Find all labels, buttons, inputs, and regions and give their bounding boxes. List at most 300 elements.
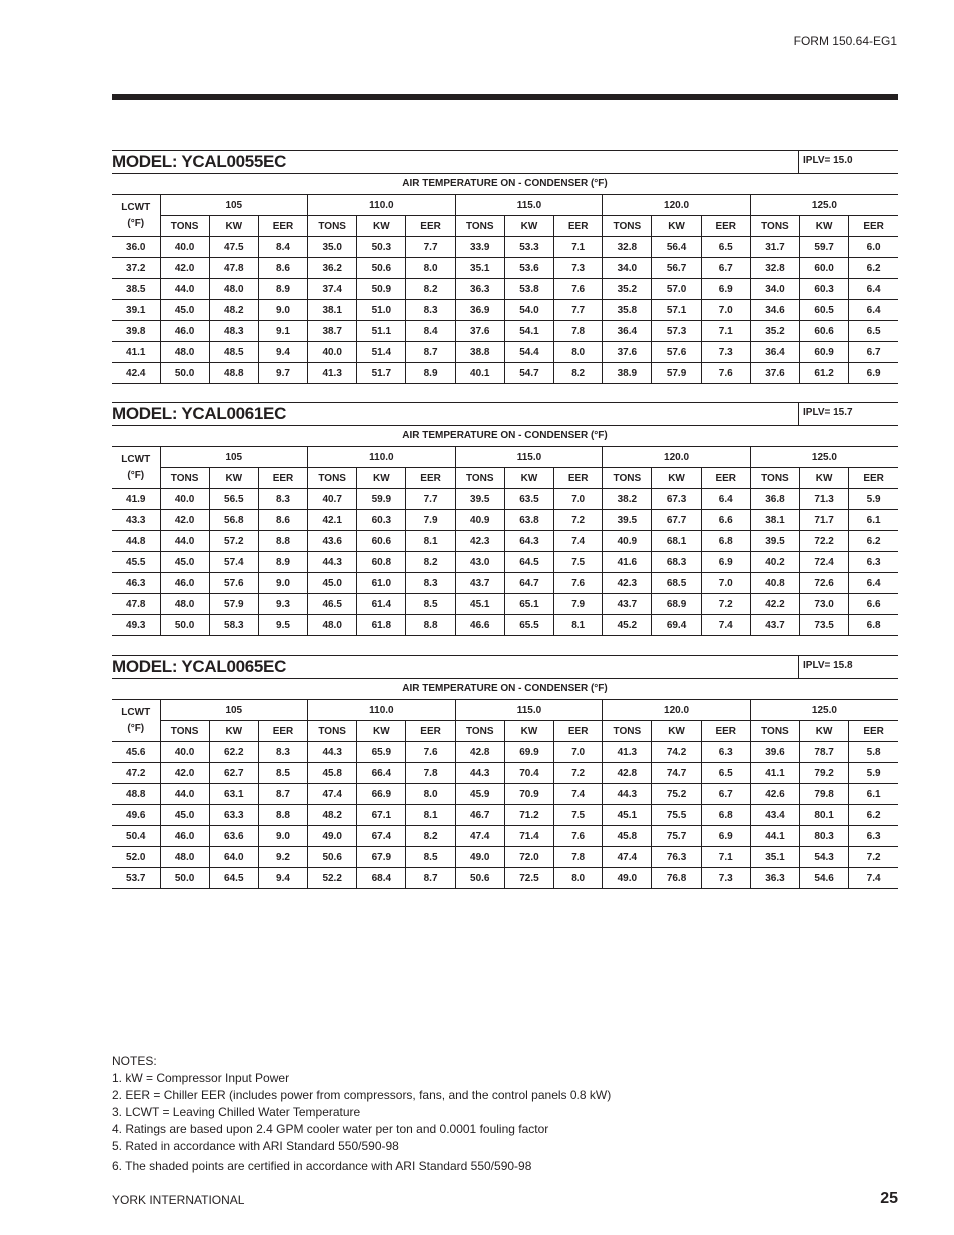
table-cell: 38.9 <box>603 363 652 384</box>
table-cell: 8.1 <box>554 615 603 636</box>
table-cell: 64.5 <box>504 552 553 573</box>
model-header <box>112 402 898 426</box>
table-cell: 6.9 <box>701 826 750 847</box>
table-cell: 46.3 <box>112 573 160 594</box>
table-cell: 72.4 <box>800 552 849 573</box>
table-cell: 71.4 <box>504 826 553 847</box>
table-cell: 43.7 <box>603 594 652 615</box>
table-row <box>112 489 898 510</box>
table-cell: 60.6 <box>357 531 406 552</box>
footer-company: YORK INTERNATIONAL <box>112 1193 245 1207</box>
lcwt-unit: (°F) <box>127 722 145 734</box>
table-cell: 65.1 <box>504 594 553 615</box>
table-row <box>112 763 898 784</box>
column-header: TONS <box>750 468 799 489</box>
table-cell: 60.9 <box>800 342 849 363</box>
column-header: KW <box>209 216 258 237</box>
table-cell: 40.9 <box>603 531 652 552</box>
table-cell: 35.0 <box>308 237 357 258</box>
table-cell: 43.3 <box>112 510 160 531</box>
air-temp-header: 120.0 <box>603 447 751 468</box>
table-cell: 6.9 <box>701 552 750 573</box>
table-cell: 64.0 <box>209 847 258 868</box>
performance-table <box>112 447 898 636</box>
table-cell: 60.6 <box>800 321 849 342</box>
table-cell: 6.1 <box>849 510 898 531</box>
table-cell: 6.9 <box>701 279 750 300</box>
table-cell: 7.2 <box>554 763 603 784</box>
table-cell: 48.3 <box>209 321 258 342</box>
table-cell: 45.0 <box>160 805 209 826</box>
table-row <box>112 826 898 847</box>
column-header: KW <box>800 216 849 237</box>
table-cell: 47.8 <box>209 258 258 279</box>
table-cell: 6.2 <box>849 258 898 279</box>
table-cell: 8.0 <box>406 258 455 279</box>
table-cell: 69.9 <box>504 742 553 763</box>
table-cell: 36.4 <box>603 321 652 342</box>
table-row <box>112 742 898 763</box>
table-cell: 36.3 <box>455 279 504 300</box>
table-cell: 36.4 <box>750 342 799 363</box>
table-cell: 60.5 <box>800 300 849 321</box>
column-header: EER <box>849 721 898 742</box>
column-header: KW <box>800 468 849 489</box>
table-row <box>112 552 898 573</box>
table-cell: 68.9 <box>652 594 701 615</box>
table-cell: 50.3 <box>357 237 406 258</box>
table-cell: 6.3 <box>849 552 898 573</box>
table-cell: 39.1 <box>112 300 160 321</box>
table-cell: 38.1 <box>308 300 357 321</box>
table-cell: 57.1 <box>652 300 701 321</box>
table-cell: 7.9 <box>554 594 603 615</box>
table-cell: 8.4 <box>406 321 455 342</box>
table-cell: 57.9 <box>209 594 258 615</box>
table-cell: 31.7 <box>750 237 799 258</box>
table-cell: 7.4 <box>554 531 603 552</box>
table-cell: 5.9 <box>849 763 898 784</box>
table-cell: 9.0 <box>258 300 307 321</box>
table-cell: 7.0 <box>554 742 603 763</box>
temperature-header-row <box>112 700 898 721</box>
table-cell: 8.4 <box>258 237 307 258</box>
table-cell: 48.8 <box>209 363 258 384</box>
table-cell: 8.3 <box>406 573 455 594</box>
column-header: EER <box>258 216 307 237</box>
temperature-header-row <box>112 195 898 216</box>
table-cell: 56.7 <box>652 258 701 279</box>
table-cell: 8.1 <box>406 531 455 552</box>
table-cell: 8.7 <box>258 784 307 805</box>
table-cell: 42.3 <box>455 531 504 552</box>
column-header: TONS <box>455 216 504 237</box>
air-temp-header: 115.0 <box>455 195 603 216</box>
table-cell: 35.2 <box>750 321 799 342</box>
table-cell: 47.4 <box>455 826 504 847</box>
table-cell: 46.0 <box>160 321 209 342</box>
table-cell: 8.2 <box>406 279 455 300</box>
table-cell: 59.9 <box>357 489 406 510</box>
table-row <box>112 594 898 615</box>
table-cell: 67.4 <box>357 826 406 847</box>
note-item: 4. Ratings are based upon 2.4 GPM cooler water per ton and 0.0001 fouling factor <box>112 1122 549 1136</box>
note-item: 3. LCWT = Leaving Chilled Water Temperature <box>112 1105 361 1119</box>
table-cell: 8.6 <box>258 258 307 279</box>
model-header <box>112 150 898 174</box>
table-cell: 61.4 <box>357 594 406 615</box>
air-temp-header: 125.0 <box>750 447 898 468</box>
column-header: KW <box>652 216 701 237</box>
table-cell: 8.6 <box>258 510 307 531</box>
table-cell: 47.4 <box>603 847 652 868</box>
table-cell: 6.1 <box>849 784 898 805</box>
table-cell: 8.5 <box>406 847 455 868</box>
table-row <box>112 615 898 636</box>
table-cell: 54.6 <box>800 868 849 889</box>
table-cell: 71.7 <box>800 510 849 531</box>
table-cell: 43.7 <box>750 615 799 636</box>
column-header: TONS <box>455 721 504 742</box>
table-cell: 42.6 <box>750 784 799 805</box>
form-number: FORM 150.64-EG1 <box>793 34 897 48</box>
table-cell: 63.1 <box>209 784 258 805</box>
table-cell: 64.3 <box>504 531 553 552</box>
table-cell: 54.4 <box>504 342 553 363</box>
lcwt-unit: (°F) <box>127 469 145 481</box>
table-cell: 7.4 <box>849 868 898 889</box>
column-header: KW <box>504 721 553 742</box>
column-header: TONS <box>603 216 652 237</box>
table-cell: 40.9 <box>455 510 504 531</box>
table-cell: 9.3 <box>258 594 307 615</box>
column-header: KW <box>357 216 406 237</box>
table-cell: 37.6 <box>455 321 504 342</box>
table-cell: 40.0 <box>160 237 209 258</box>
table-cell: 39.5 <box>750 531 799 552</box>
table-cell: 8.0 <box>554 868 603 889</box>
table-cell: 7.3 <box>701 868 750 889</box>
table-cell: 68.5 <box>652 573 701 594</box>
table-cell: 53.3 <box>504 237 553 258</box>
lcwt-header <box>112 700 160 742</box>
table-cell: 7.8 <box>554 321 603 342</box>
column-header: KW <box>652 468 701 489</box>
header-rule <box>112 94 898 100</box>
column-header: EER <box>554 216 603 237</box>
table-cell: 7.6 <box>554 279 603 300</box>
table-cell: 65.9 <box>357 742 406 763</box>
table-cell: 9.5 <box>258 615 307 636</box>
table-cell: 74.7 <box>652 763 701 784</box>
table-cell: 8.2 <box>406 826 455 847</box>
table-cell: 53.7 <box>112 868 160 889</box>
air-temp-header: 115.0 <box>455 447 603 468</box>
column-header: TONS <box>160 468 209 489</box>
table-cell: 44.3 <box>455 763 504 784</box>
table-cell: 9.2 <box>258 847 307 868</box>
air-temp-title: AIR TEMPERATURE ON - CONDENSER (°F) <box>112 426 898 447</box>
table-cell: 63.5 <box>504 489 553 510</box>
column-header: KW <box>800 721 849 742</box>
table-cell: 6.7 <box>701 784 750 805</box>
table-cell: 47.2 <box>112 763 160 784</box>
table-cell: 42.8 <box>455 742 504 763</box>
table-cell: 40.0 <box>160 742 209 763</box>
table-cell: 62.2 <box>209 742 258 763</box>
table-cell: 66.4 <box>357 763 406 784</box>
table-cell: 72.6 <box>800 573 849 594</box>
table-cell: 52.0 <box>112 847 160 868</box>
table-cell: 73.0 <box>800 594 849 615</box>
table-cell: 70.9 <box>504 784 553 805</box>
table-cell: 45.2 <box>603 615 652 636</box>
table-cell: 37.4 <box>308 279 357 300</box>
table-cell: 6.8 <box>701 531 750 552</box>
table-cell: 60.3 <box>357 510 406 531</box>
table-cell: 65.5 <box>504 615 553 636</box>
table-row <box>112 805 898 826</box>
table-cell: 41.3 <box>603 742 652 763</box>
table-cell: 6.4 <box>701 489 750 510</box>
notes-section <box>112 1053 611 1175</box>
table-cell: 54.7 <box>504 363 553 384</box>
table-cell: 7.7 <box>406 237 455 258</box>
table-cell: 8.3 <box>258 489 307 510</box>
table-cell: 42.2 <box>750 594 799 615</box>
column-header: EER <box>258 468 307 489</box>
table-cell: 51.0 <box>357 300 406 321</box>
table-cell: 48.0 <box>160 594 209 615</box>
table-cell: 57.3 <box>652 321 701 342</box>
table-row <box>112 237 898 258</box>
table-cell: 72.2 <box>800 531 849 552</box>
table-cell: 48.2 <box>209 300 258 321</box>
table-cell: 51.4 <box>357 342 406 363</box>
table-cell: 50.6 <box>455 868 504 889</box>
table-cell: 7.9 <box>406 510 455 531</box>
air-temp-header: 110.0 <box>308 447 456 468</box>
table-cell: 48.8 <box>112 784 160 805</box>
table-cell: 9.0 <box>258 826 307 847</box>
column-header: EER <box>849 216 898 237</box>
table-cell: 49.3 <box>112 615 160 636</box>
table-cell: 74.2 <box>652 742 701 763</box>
table-cell: 6.9 <box>849 363 898 384</box>
table-cell: 38.7 <box>308 321 357 342</box>
table-cell: 6.7 <box>849 342 898 363</box>
table-cell: 6.0 <box>849 237 898 258</box>
column-header-row <box>112 721 898 742</box>
table-cell: 9.4 <box>258 342 307 363</box>
table-cell: 56.8 <box>209 510 258 531</box>
column-header: TONS <box>455 468 504 489</box>
table-cell: 8.5 <box>406 594 455 615</box>
table-cell: 42.3 <box>603 573 652 594</box>
table-cell: 7.6 <box>406 742 455 763</box>
table-cell: 45.6 <box>112 742 160 763</box>
table-cell: 37.6 <box>750 363 799 384</box>
table-cell: 7.5 <box>554 805 603 826</box>
table-cell: 7.7 <box>554 300 603 321</box>
table-cell: 6.6 <box>849 594 898 615</box>
table-cell: 50.0 <box>160 868 209 889</box>
table-cell: 7.2 <box>554 510 603 531</box>
table-cell: 41.6 <box>603 552 652 573</box>
table-row <box>112 847 898 868</box>
table-cell: 5.9 <box>849 489 898 510</box>
table-cell: 75.5 <box>652 805 701 826</box>
table-cell: 8.8 <box>406 615 455 636</box>
column-header-row <box>112 468 898 489</box>
table-cell: 37.6 <box>603 342 652 363</box>
table-cell: 38.8 <box>455 342 504 363</box>
air-temp-header: 110.0 <box>308 700 456 721</box>
table-cell: 50.4 <box>112 826 160 847</box>
table-cell: 8.8 <box>258 531 307 552</box>
table-cell: 45.1 <box>603 805 652 826</box>
table-row <box>112 363 898 384</box>
lcwt-unit: (°F) <box>127 217 145 229</box>
table-cell: 64.5 <box>209 868 258 889</box>
table-cell: 45.0 <box>160 300 209 321</box>
table-cell: 6.5 <box>849 321 898 342</box>
table-cell: 38.1 <box>750 510 799 531</box>
table-cell: 45.9 <box>455 784 504 805</box>
table-cell: 7.3 <box>701 342 750 363</box>
table-cell: 8.7 <box>406 342 455 363</box>
table-cell: 53.6 <box>504 258 553 279</box>
table-cell: 43.4 <box>750 805 799 826</box>
table-cell: 50.6 <box>308 847 357 868</box>
table-cell: 60.8 <box>357 552 406 573</box>
table-cell: 47.8 <box>112 594 160 615</box>
lcwt-label: LCWT <box>121 201 151 213</box>
table-cell: 41.9 <box>112 489 160 510</box>
lcwt-header <box>112 447 160 489</box>
table-cell: 61.2 <box>800 363 849 384</box>
table-cell: 57.6 <box>209 573 258 594</box>
table-cell: 70.4 <box>504 763 553 784</box>
table-cell: 36.8 <box>750 489 799 510</box>
air-temp-header: 120.0 <box>603 700 751 721</box>
table-cell: 6.8 <box>849 615 898 636</box>
lcwt-label: LCWT <box>121 453 151 465</box>
table-cell: 44.3 <box>308 552 357 573</box>
table-cell: 36.2 <box>308 258 357 279</box>
table-cell: 49.0 <box>603 868 652 889</box>
iplv-value: IPLV= 15.8 <box>798 656 898 678</box>
table-cell: 8.0 <box>554 342 603 363</box>
table-row <box>112 510 898 531</box>
table-cell: 45.5 <box>112 552 160 573</box>
table-cell: 39.6 <box>750 742 799 763</box>
model-title: MODEL: YCAL0061EC <box>112 404 287 423</box>
table-cell: 68.3 <box>652 552 701 573</box>
table-row <box>112 784 898 805</box>
table-cell: 72.0 <box>504 847 553 868</box>
table-cell: 5.8 <box>849 742 898 763</box>
table-row <box>112 531 898 552</box>
table-cell: 42.0 <box>160 510 209 531</box>
table-cell: 52.2 <box>308 868 357 889</box>
table-cell: 40.1 <box>455 363 504 384</box>
table-cell: 45.8 <box>308 763 357 784</box>
table-cell: 50.6 <box>357 258 406 279</box>
note-item: 6. The shaded points are certified in accordance with ARI Standard 550/590-98 <box>112 1159 532 1173</box>
column-header: EER <box>406 216 455 237</box>
table-cell: 49.0 <box>455 847 504 868</box>
table-cell: 44.8 <box>112 531 160 552</box>
column-header: KW <box>652 721 701 742</box>
table-cell: 51.1 <box>357 321 406 342</box>
table-cell: 8.2 <box>554 363 603 384</box>
table-cell: 48.0 <box>209 279 258 300</box>
table-cell: 42.8 <box>603 763 652 784</box>
table-cell: 51.7 <box>357 363 406 384</box>
table-cell: 57.9 <box>652 363 701 384</box>
table-cell: 36.0 <box>112 237 160 258</box>
table-cell: 41.3 <box>308 363 357 384</box>
table-cell: 56.5 <box>209 489 258 510</box>
table-cell: 8.7 <box>406 868 455 889</box>
table-cell: 7.8 <box>554 847 603 868</box>
table-cell: 76.8 <box>652 868 701 889</box>
table-cell: 58.3 <box>209 615 258 636</box>
air-temp-header: 115.0 <box>455 700 603 721</box>
table-cell: 6.3 <box>701 742 750 763</box>
air-temp-header: 105 <box>160 195 308 216</box>
table-cell: 60.3 <box>800 279 849 300</box>
table-cell: 8.3 <box>258 742 307 763</box>
column-header: EER <box>554 468 603 489</box>
table-cell: 79.2 <box>800 763 849 784</box>
table-cell: 35.1 <box>455 258 504 279</box>
air-temp-header: 105 <box>160 447 308 468</box>
column-header: TONS <box>308 468 357 489</box>
table-cell: 46.0 <box>160 826 209 847</box>
table-cell: 57.4 <box>209 552 258 573</box>
table-cell: 50.0 <box>160 615 209 636</box>
table-cell: 8.9 <box>258 552 307 573</box>
table-cell: 40.8 <box>750 573 799 594</box>
table-cell: 44.1 <box>750 826 799 847</box>
table-cell: 7.1 <box>701 321 750 342</box>
column-header: TONS <box>603 468 652 489</box>
table-cell: 57.0 <box>652 279 701 300</box>
table-cell: 40.7 <box>308 489 357 510</box>
table-cell: 69.4 <box>652 615 701 636</box>
table-cell: 44.0 <box>160 531 209 552</box>
table-cell: 75.7 <box>652 826 701 847</box>
column-header: EER <box>406 468 455 489</box>
table-cell: 48.0 <box>308 615 357 636</box>
table-cell: 54.3 <box>800 847 849 868</box>
air-temp-title: AIR TEMPERATURE ON - CONDENSER (°F) <box>112 174 898 195</box>
table-cell: 32.8 <box>750 258 799 279</box>
table-cell: 7.0 <box>554 489 603 510</box>
page-number: 25 <box>880 1190 898 1207</box>
table-cell: 42.0 <box>160 258 209 279</box>
table-cell: 54.0 <box>504 300 553 321</box>
table-cell: 48.2 <box>308 805 357 826</box>
temperature-header-row <box>112 447 898 468</box>
table-cell: 6.4 <box>849 300 898 321</box>
table-cell: 40.0 <box>308 342 357 363</box>
table-cell: 35.8 <box>603 300 652 321</box>
table-cell: 9.0 <box>258 573 307 594</box>
table-cell: 8.9 <box>258 279 307 300</box>
